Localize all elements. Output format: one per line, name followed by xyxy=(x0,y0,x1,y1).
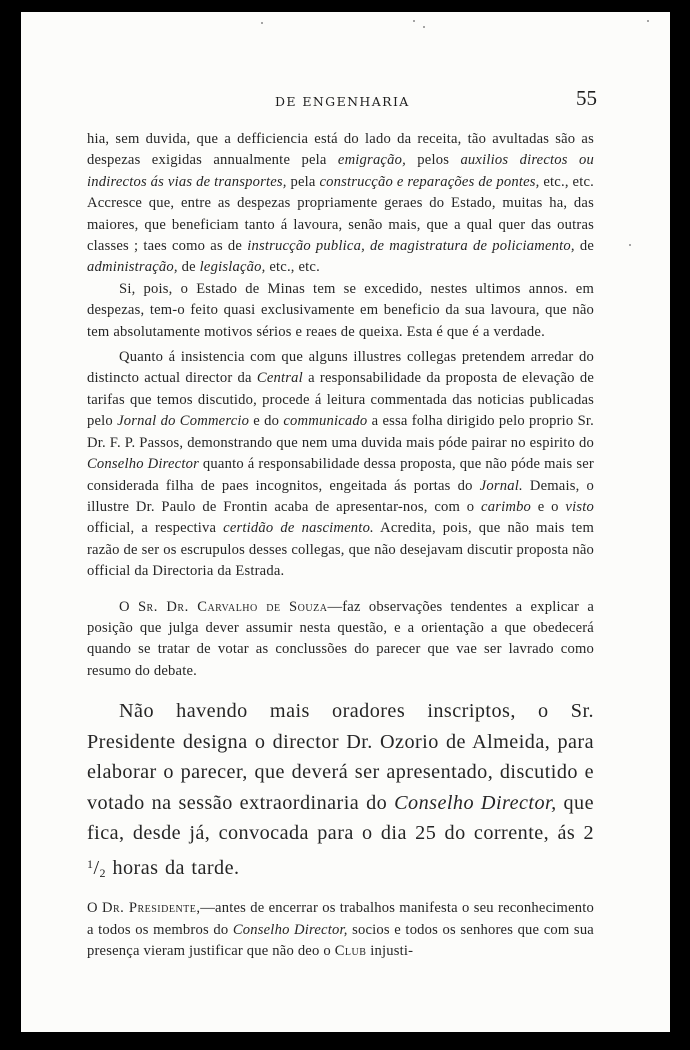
italic-term: Conselho Director, xyxy=(232,921,348,938)
paragraph-5-resolution xyxy=(87,696,594,888)
text-run: horas da tarde. xyxy=(105,856,240,879)
italic-term: Jornal. xyxy=(479,477,523,494)
italic-term: visto xyxy=(565,498,594,515)
italic-term: carimbo xyxy=(481,498,532,515)
text-run: de xyxy=(177,259,200,276)
paragraph-gap xyxy=(87,682,594,696)
text-run: e o xyxy=(531,498,566,515)
text-run: socios e todos os senhores que com sua presença vieram justificar que não deo o xyxy=(87,921,594,959)
paragraph-3 xyxy=(87,347,594,582)
running-title: DE ENGENHARIA xyxy=(275,94,410,109)
ink-speck xyxy=(647,20,649,22)
paragraph-gap xyxy=(87,583,594,597)
text-run: injusti- xyxy=(366,942,414,959)
text-run: a responsabilidade da proposta de elevação de tarifas que temos discutido, procede á leitura commentada das noticias publicadas pelo xyxy=(87,370,594,430)
ink-speck xyxy=(261,22,263,24)
paragraph-1 xyxy=(87,129,594,279)
italic-term: communicado xyxy=(283,413,368,430)
italic-term: certidão de nascimento. xyxy=(223,520,374,537)
text-run: —faz observações tendentes a explicar a posição que julga dever assumir nesta questão, e a orientação a que obedecerá quando se tratar de votar as conclussões do parecer que vae ser lavrado como resumo do debate. xyxy=(87,598,594,679)
text-run: ,—antes de encerrar os trabalhos manifesta o seu reconhecimento a todos os membros do xyxy=(87,900,595,938)
ink-speck xyxy=(423,26,425,28)
text-run: que fica, desde já, convocada para o dia 25 do corrente, ás 2 xyxy=(87,791,595,845)
text-run: official, a respectiva xyxy=(87,520,224,537)
text-run: O xyxy=(87,900,102,917)
paragraph-2 xyxy=(87,279,594,343)
paragraph-gap xyxy=(87,888,594,898)
body-text xyxy=(87,129,594,962)
italic-term: Conselho Director, xyxy=(394,791,557,814)
text-run: Não havendo mais oradores inscriptos, o Sr. Presidente designa o director Dr. Ozorio de Almeida, para elaborar o parecer, que deverá ser apresentado, discutido e votado na sessão extraordinaria do xyxy=(87,700,594,814)
speaker-name: Dr. Presidente xyxy=(101,900,197,917)
italic-term: Jornal do Commercio xyxy=(117,413,250,430)
fraction-numerator: 1 xyxy=(87,856,94,871)
book-page xyxy=(21,12,670,1032)
speaker-name: Sr. Dr. Carvalho de Souza xyxy=(137,598,328,615)
italic-term: administração, xyxy=(87,259,178,276)
italic-term: instrucção publica, de magistratura de policiamento, xyxy=(247,238,575,255)
text-run: pela xyxy=(286,173,320,190)
fraction-denominator: 2 xyxy=(99,865,106,880)
text-run: Si, pois, o Estado de Minas tem se excedido, nestes ultimos annos. em despezas, tem-o feito quasi exclusivamente em beneficio da sua lavoura, que não tem absolutamente motivos sérios e reaes de queixa. Esta é que é a verdade. xyxy=(87,280,594,340)
italic-term: Central xyxy=(256,370,303,387)
italic-term: construcção e reparações de pontes, xyxy=(319,173,540,190)
text-run: quanto á responsabilidade dessa proposta, que não póde mais ser considerada filha de paes incognitos, engeitada ás portas do xyxy=(87,456,594,494)
text-run: de xyxy=(574,238,595,255)
ink-speck xyxy=(413,20,415,22)
text-run: e do xyxy=(249,413,284,430)
italic-term: auxilios directos ou indirectos ás vias de transportes, xyxy=(87,152,594,190)
italic-term: legislação, xyxy=(199,259,266,276)
text-run: O xyxy=(119,598,138,615)
club-name: Club xyxy=(334,942,367,959)
text-run: etc., etc. xyxy=(265,259,320,276)
text-run: pelos xyxy=(405,152,461,169)
text-run: hia, sem duvida, que a defficiencia está do lado da receita, tão avultadas são as despezas exigidas annualmente pela xyxy=(87,131,594,169)
italic-term: Conselho Director xyxy=(87,456,199,473)
fraction xyxy=(87,857,106,879)
fraction-slash: / xyxy=(93,856,100,879)
italic-term: emigração, xyxy=(337,152,406,169)
paragraph-4 xyxy=(87,597,594,683)
ink-speck xyxy=(629,244,631,246)
running-head xyxy=(21,86,670,116)
page-number: 55 xyxy=(576,86,597,110)
text-run: Quanto á insistencia com que alguns illustres collegas pretendem arredar do distincto actual director da xyxy=(87,349,594,387)
text-run: etc., etc. Accresce que, entre as despezas propriamente geraes do Estado, muitas ha, das maiores, que beneficiam tanto á lavoura, senão mais, que a qual quer das outras classes ; taes como as de xyxy=(87,173,594,255)
text-run: a essa folha dirigido pelo proprio Sr. Dr. F. P. Passos, demonstrando que nem uma duvida mais póde pairar no espirito do xyxy=(87,413,594,451)
text-run: Demais, o illustre Dr. Paulo de Frontin acaba de apresentar-nos, com o xyxy=(87,477,594,515)
text-run: Acredita, pois, que não mais tem razão de ser os escrupulos desses collegas, que não desejavam discutir proposta não official da Directoria da Estrada. xyxy=(87,520,594,580)
paragraph-6 xyxy=(87,898,594,962)
